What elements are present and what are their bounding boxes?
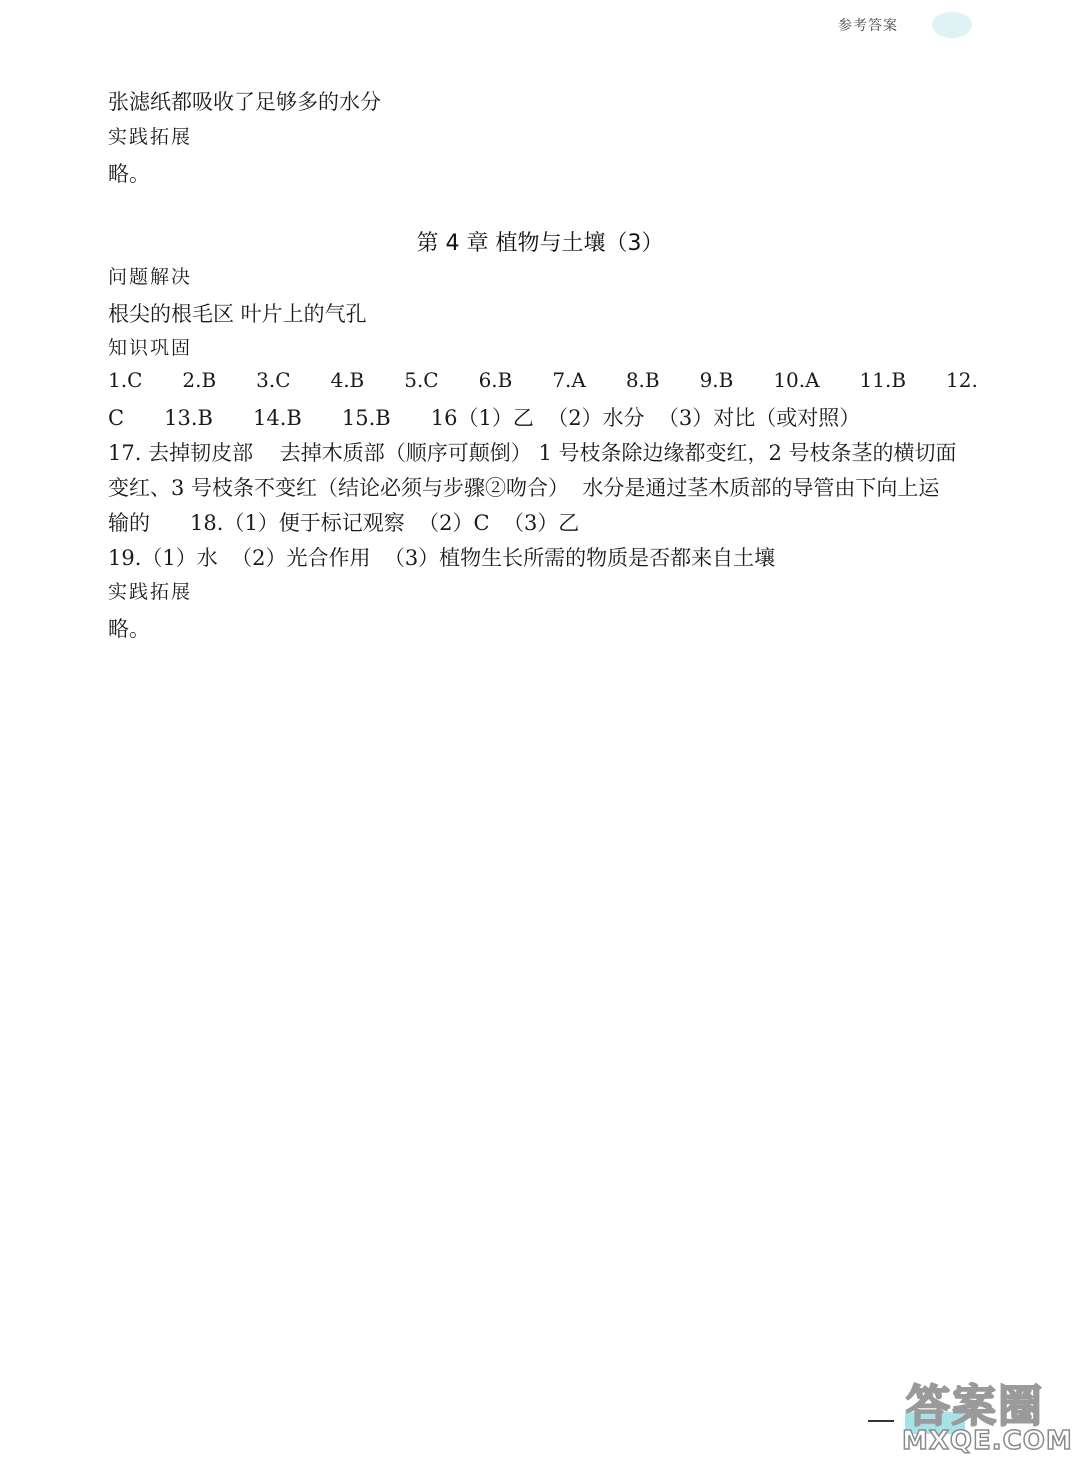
mc-answer: 2.B: [182, 368, 217, 392]
mc-answer: 11.B: [859, 368, 907, 392]
mc-answer: 9.B: [699, 368, 734, 392]
problem-heading: 问题解决: [108, 266, 193, 288]
problem-answer: 根尖的根毛区 叶片上的气孔: [108, 302, 367, 326]
chapter-title: 第 4 章 植物与土壤（3）: [416, 231, 664, 256]
answer-line-17-b: 变红、3 号枝条不变红（结论必须与步骤②吻合） 水分是通过茎木质部的导管由下向上运: [108, 476, 940, 500]
logo-text-cn: 答案圈: [906, 1381, 1044, 1432]
practice-heading: 实践拓展: [108, 581, 193, 603]
multiple-choice-answers: [108, 368, 978, 392]
header-label: 参考答案: [838, 18, 898, 34]
knowledge-heading: 知识巩固: [108, 337, 193, 359]
mc-answer: 12.: [946, 368, 978, 392]
answer-line-18: 输的 18.（1）便于标记观察 （2）C （3）乙: [108, 511, 580, 535]
answer-line-continuation: 张滤纸都吸收了足够多的水分: [108, 90, 381, 114]
site-logo: [898, 1368, 1078, 1460]
answer-line-17-a: 17. 去掉韧皮部 去掉木质部（顺序可颠倒） 1 号枝条除边缘都变红，2 号枝条茎的横切面: [108, 441, 957, 465]
mc-answer: 10.A: [773, 368, 820, 392]
practice-answer: 略。: [108, 617, 150, 641]
mc-answer: 4.B: [330, 368, 365, 392]
practice-heading-top: 实践拓展: [108, 126, 193, 148]
mc-answer: 6.B: [478, 368, 513, 392]
header-decoration: [932, 12, 972, 38]
mc-answer: 5.C: [404, 368, 439, 392]
mc-answer: 1.C: [108, 368, 143, 392]
answer-line-13-16: C 13.B 14.B 15.B 16（1）乙 （2）水分 （3）对比（或对照）: [108, 406, 861, 430]
mc-answer: 3.C: [256, 368, 291, 392]
practice-answer-top: 略。: [108, 162, 150, 186]
mc-answer: 8.B: [625, 368, 660, 392]
mc-answer: 7.A: [552, 368, 586, 392]
logo-text-en: MXQE.COM: [902, 1426, 1073, 1456]
page-number-dash: [868, 1420, 894, 1422]
answer-line-19: 19.（1）水 （2）光合作用 （3）植物生长所需的物质是否都来自土壤: [108, 546, 776, 570]
